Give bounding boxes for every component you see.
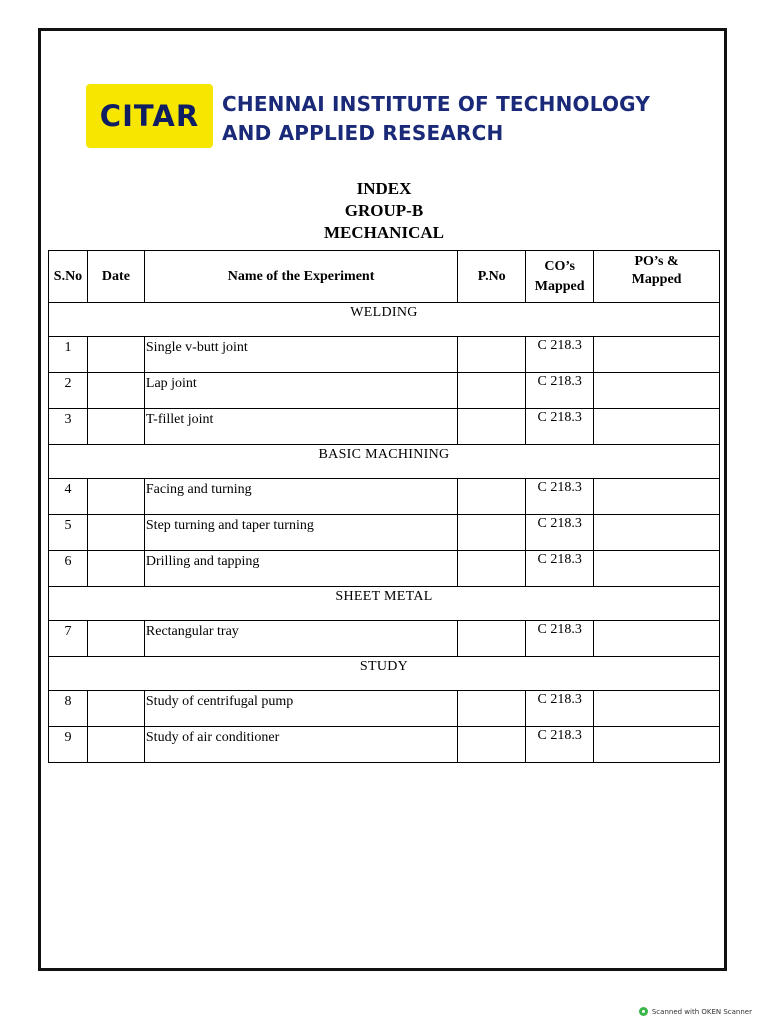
cell-co-mapped: C 218.3 — [526, 373, 594, 409]
cell-po-mapped — [594, 515, 720, 551]
citar-logo — [86, 84, 213, 148]
section-title: WELDING — [49, 303, 720, 337]
cell-experiment-name: Drilling and tapping — [144, 551, 457, 587]
header-sno: S.No — [49, 251, 88, 303]
cell-experiment-name: Study of centrifugal pump — [144, 691, 457, 727]
table-row — [49, 621, 720, 657]
cell-po-mapped — [594, 479, 720, 515]
cell-experiment-name: T-fillet joint — [144, 409, 457, 445]
header-pno: P.No — [458, 251, 526, 303]
cell-co-mapped: C 218.3 — [526, 551, 594, 587]
institute-name — [222, 90, 650, 148]
cell-sno: 4 — [49, 479, 88, 515]
cell-po-mapped — [594, 727, 720, 763]
cell-po-mapped — [594, 621, 720, 657]
cell-experiment-name: Facing and turning — [144, 479, 457, 515]
cell-co-mapped: C 218.3 — [526, 337, 594, 373]
cell-pno — [458, 337, 526, 373]
cell-pno — [458, 373, 526, 409]
cell-pno — [458, 691, 526, 727]
cell-pno — [458, 479, 526, 515]
cell-co-mapped: C 218.3 — [526, 691, 594, 727]
cell-po-mapped — [594, 337, 720, 373]
cell-sno: 7 — [49, 621, 88, 657]
section-title: BASIC MACHINING — [49, 445, 720, 479]
scanner-footer-text: Scanned with OKEN Scanner — [651, 1007, 752, 1016]
cell-date — [87, 479, 144, 515]
table-row — [49, 551, 720, 587]
table-row — [49, 337, 720, 373]
table-header-row — [49, 251, 720, 303]
table-row — [49, 479, 720, 515]
index-table — [48, 250, 720, 763]
cell-co-mapped: C 218.3 — [526, 727, 594, 763]
heading-index: INDEX — [356, 179, 412, 198]
cell-date — [87, 691, 144, 727]
header-co-line1: CO’s — [544, 258, 575, 274]
section-row — [49, 303, 720, 337]
cell-sno: 2 — [49, 373, 88, 409]
cell-sno: 1 — [49, 337, 88, 373]
cell-date — [87, 409, 144, 445]
heading-department: MECHANICAL — [324, 223, 444, 242]
institute-name-line2: AND APPLIED RESEARCH — [222, 121, 504, 145]
header-co-mapped — [526, 251, 594, 303]
cell-date — [87, 727, 144, 763]
scanner-footer — [639, 1007, 752, 1016]
cell-po-mapped — [594, 691, 720, 727]
cell-experiment-name: Lap joint — [144, 373, 457, 409]
cell-po-mapped — [594, 373, 720, 409]
table-body — [49, 303, 720, 763]
cell-pno — [458, 727, 526, 763]
cell-sno: 3 — [49, 409, 88, 445]
cell-co-mapped: C 218.3 — [526, 479, 594, 515]
cell-sno: 6 — [49, 551, 88, 587]
table-row — [49, 727, 720, 763]
cell-pno — [458, 551, 526, 587]
table-row — [49, 691, 720, 727]
header-po-mapped — [594, 251, 720, 303]
section-row — [49, 587, 720, 621]
scanner-logo-icon — [639, 1007, 648, 1016]
logo-text: CITAR — [99, 99, 200, 133]
header-po-line1: PO’s & — [634, 254, 679, 269]
table-row — [49, 409, 720, 445]
cell-sno: 5 — [49, 515, 88, 551]
table-row — [49, 373, 720, 409]
header-co-line2: Mapped — [534, 278, 585, 294]
cell-date — [87, 515, 144, 551]
section-row — [49, 657, 720, 691]
cell-experiment-name: Rectangular tray — [144, 621, 457, 657]
cell-sno: 9 — [49, 727, 88, 763]
cell-sno: 8 — [49, 691, 88, 727]
cell-date — [87, 551, 144, 587]
cell-date — [87, 337, 144, 373]
cell-co-mapped: C 218.3 — [526, 621, 594, 657]
header-po-line2: Mapped — [631, 272, 682, 287]
cell-experiment-name: Study of air conditioner — [144, 727, 457, 763]
cell-po-mapped — [594, 551, 720, 587]
table-row — [49, 515, 720, 551]
cell-experiment-name: Single v-butt joint — [144, 337, 457, 373]
section-title: SHEET METAL — [49, 587, 720, 621]
cell-pno — [458, 409, 526, 445]
institute-name-line1: CHENNAI INSTITUTE OF TECHNOLOGY — [222, 92, 651, 116]
section-row — [49, 445, 720, 479]
cell-co-mapped: C 218.3 — [526, 515, 594, 551]
cell-co-mapped: C 218.3 — [526, 409, 594, 445]
cell-experiment-name: Step turning and taper turning — [144, 515, 457, 551]
cell-date — [87, 621, 144, 657]
header-experiment-name: Name of the Experiment — [144, 251, 457, 303]
header-date: Date — [87, 251, 144, 303]
section-title: STUDY — [49, 657, 720, 691]
cell-date — [87, 373, 144, 409]
cell-po-mapped — [594, 409, 720, 445]
cell-pno — [458, 515, 526, 551]
heading-group: GROUP-B — [344, 201, 424, 220]
cell-pno — [458, 621, 526, 657]
